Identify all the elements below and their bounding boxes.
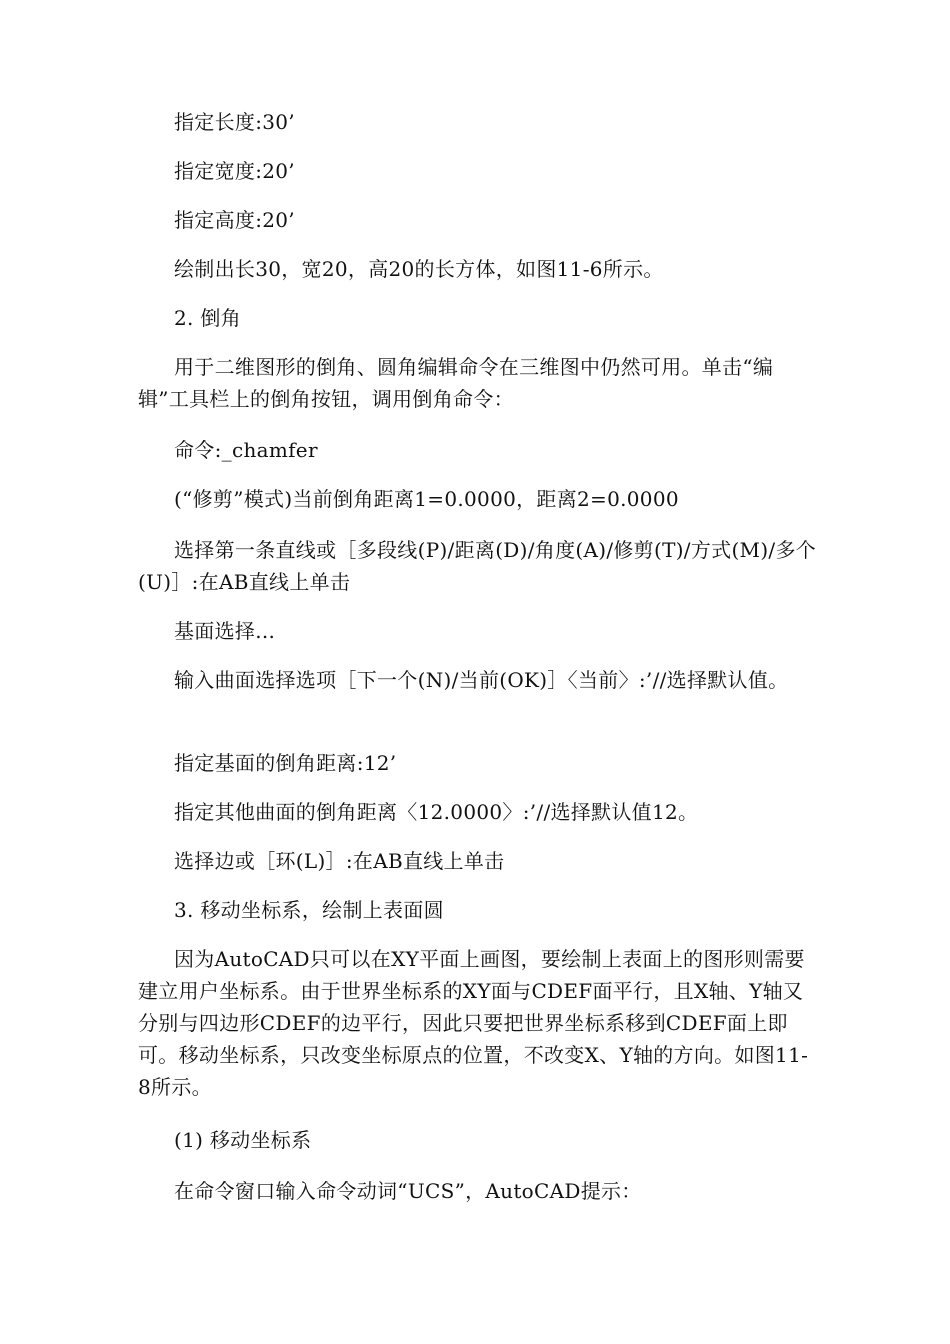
paragraph-base-chamfer-distance: 指定基面的倒角距离:12’ xyxy=(174,751,397,775)
paragraph-length: 指定长度:30’ xyxy=(174,110,295,134)
section-heading-chamfer: 2. 倒角 xyxy=(174,306,241,330)
paragraph-select-first-line: 选择第一条直线或［多段线(P)/距离(D)/角度(A)/修剪(T)/方式(M)/多个(U)］:在AB直线上单击 xyxy=(138,538,817,594)
paragraph-ucs-command: 在命令窗口输入命令动词“UCS”，AutoCAD提示： xyxy=(174,1179,642,1203)
paragraph-trim-mode: (“修剪”模式)当前倒角距离1=0.0000，距离2=0.0000 xyxy=(174,487,679,511)
paragraph-chamfer-intro: 用于二维图形的倒角、圆角编辑命令在三维图中仍然可用。单击“编辑”工具栏上的倒角按钮，调用倒角命令： xyxy=(138,355,774,411)
paragraph-command-chamfer: 命令:_chamfer xyxy=(174,438,318,462)
paragraph-box-result: 绘制出长30，宽20，高20的长方体，如图11-6所示。 xyxy=(174,257,664,281)
paragraph-select-edge: 选择边或［环(L)］:在AB直线上单击 xyxy=(174,849,505,873)
section-heading-move-ucs: 3. 移动坐标系，绘制上表面圆 xyxy=(174,898,444,922)
paragraph-width: 指定宽度:20’ xyxy=(174,159,295,183)
subheading-move-ucs: (1) 移动坐标系 xyxy=(174,1128,312,1152)
paragraph-height: 指定高度:20’ xyxy=(174,208,295,232)
paragraph-surface-option: 输入曲面选择选项［下一个(N)/当前(OK)］〈当前〉:’//选择默认值。 xyxy=(174,668,789,692)
paragraph-other-chamfer-distance: 指定其他曲面的倒角距离〈12.0000〉:’//选择默认值12。 xyxy=(174,800,699,824)
paragraph-ucs-explanation: 因为AutoCAD只可以在XY平面上画图，要绘制上表面上的图形则需要建立用户坐标系。由于世界坐标系的XY面与CDEF面平行，且X轴、Y轴又分别与四边形CDEF的边平行，因此只要把世界坐标系移到CDEF面上即可。移动坐标系，只改变坐标原点的位置，不改变X、Y轴的方向。如图11-8所示。 xyxy=(138,947,809,1099)
paragraph-base-surface-select: 基面选择... xyxy=(174,619,276,643)
